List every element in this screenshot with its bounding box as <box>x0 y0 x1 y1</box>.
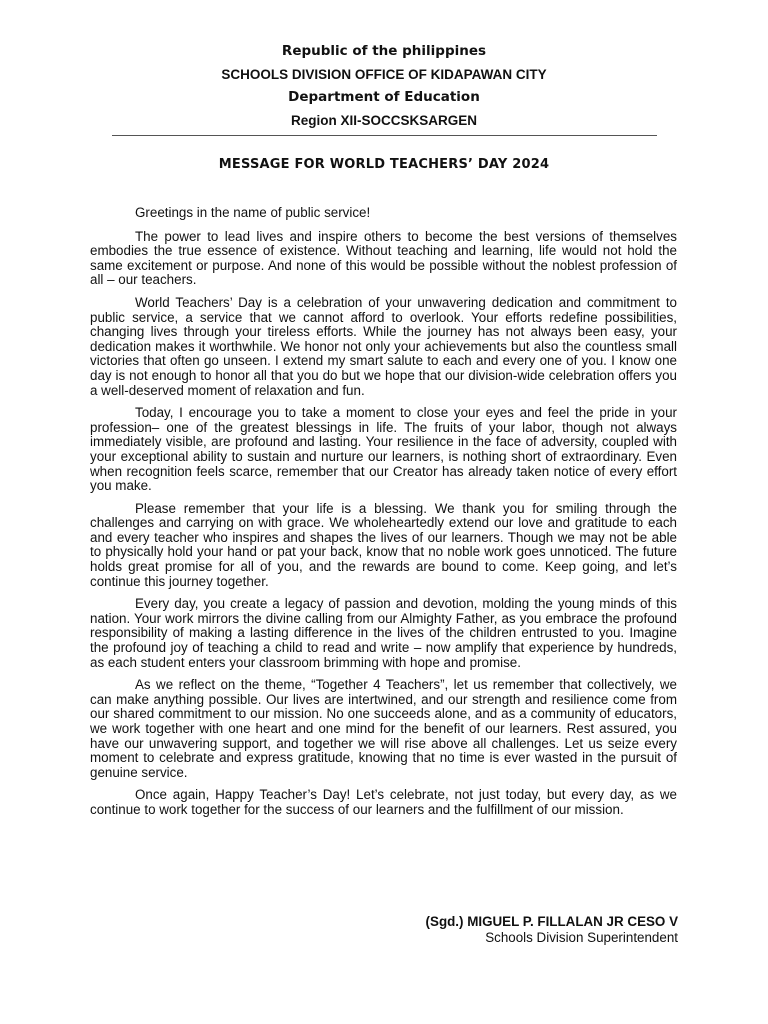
header-department: Department of Education <box>288 89 480 105</box>
body-paragraph: Please remember that your life is a blessing. We thank you for smiling through the challenges and carrying on with grace. We wholeheartedly extend our love and gratitude to each and every teacher who inspires and shapes the lives of our learners. Though we may not be able to physically hold your hand or pat your back, know that no noble work goes unnoticed. The future holds great promise for all of you, and the rewards are bound to come. Keep going, and let’s continue this journey together. <box>90 500 677 589</box>
document-title: MESSAGE FOR WORLD TEACHERS’ DAY 2024 <box>218 157 550 172</box>
closing-paragraph: Once again, Happy Teacher’s Day! Let’s celebrate, not just today, but every day, as we continue to work together for the success of our learners and the fulfillment of our mission. <box>90 787 677 817</box>
body-paragraph: Every day, you create a legacy of passion and devotion, molding the young minds of this nation. Your work mirrors the divine calling from our Almighty Father, as you embrace the profound responsibility of making a lasting difference in the lives of the children entrusted to you. Imagine the profound joy of teaching a child to read and write – now amplify that experience by hundreds, as each student enters your classroom brimming with hope and promise. <box>90 596 677 670</box>
header-region: Region XII-SOCCSKSARGEN <box>290 113 477 128</box>
body-paragraph: Today, I encourage you to take a moment to close your eyes and feel the pride in your profession– one of the greatest blessings in life. The fruits of your labor, though not always immediately visible, are profound and lasting. Your resilience in the face of adversity, coupled with your exceptional ability to sustain and nurture our learners, is nothing short of extraordinary. Even when recognition feels scarce, remember that our Creator has already taken notice of every effort you make. <box>90 405 677 494</box>
header-division-office: SCHOOLS DIVISION OFFICE OF KIDAPAWAN CITY <box>221 67 547 82</box>
letterhead <box>0 40 768 132</box>
body-paragraph: World Teachers’ Day is a celebration of your unwavering dedication and commitment to public service, a service that we cannot afford to overlook. Your efforts redefine possibilities, changing lives through your tireless efforts. While the journey has not always been easy, your dedication makes it worthwhile. We honor not only your achievements but also the countless small victories that often go unseen. I extend my smart salute to each and every one of you. I know one day is not enough to honor all that you do but we hope that our division-wide celebration offers you a well-deserved moment of relaxation and fun. <box>90 294 677 398</box>
body-paragraph: As we reflect on the theme, “Together 4 Teachers”, let us remember that collectively, we can make anything possible. Our lives are intertwined, and our strength and resilience come from our shared commitment to our mission. No one succeeds alone, and as a community of educators, we work together with one heart and one mind for the benefit of our learners. Rest assured, you have our unwavering support, and together we will rise above all challenges. Let us seize every moment to celebrate and express gratitude, knowing that no time is ever wasted in the pursuit of genuine service. <box>90 677 677 780</box>
header-republic: Republic of the philippines <box>281 43 487 59</box>
header-divider <box>112 135 657 136</box>
signature-block <box>426 914 678 946</box>
greeting-paragraph: Greetings in the name of public service! <box>135 205 371 220</box>
body-paragraph: The power to lead lives and inspire others to become the best versions of themselves embodies the true essence of existence. Without teaching and learning, life would not hold the same excitement or purpose. And none of this would be possible without the noblest profession of all – our teachers. <box>90 228 677 288</box>
message-body <box>90 206 677 826</box>
signatory-position: Schools Division Superintendent <box>485 930 678 945</box>
signatory-name: (Sgd.) MIGUEL P. FILLALAN JR CESO V <box>425 914 678 929</box>
